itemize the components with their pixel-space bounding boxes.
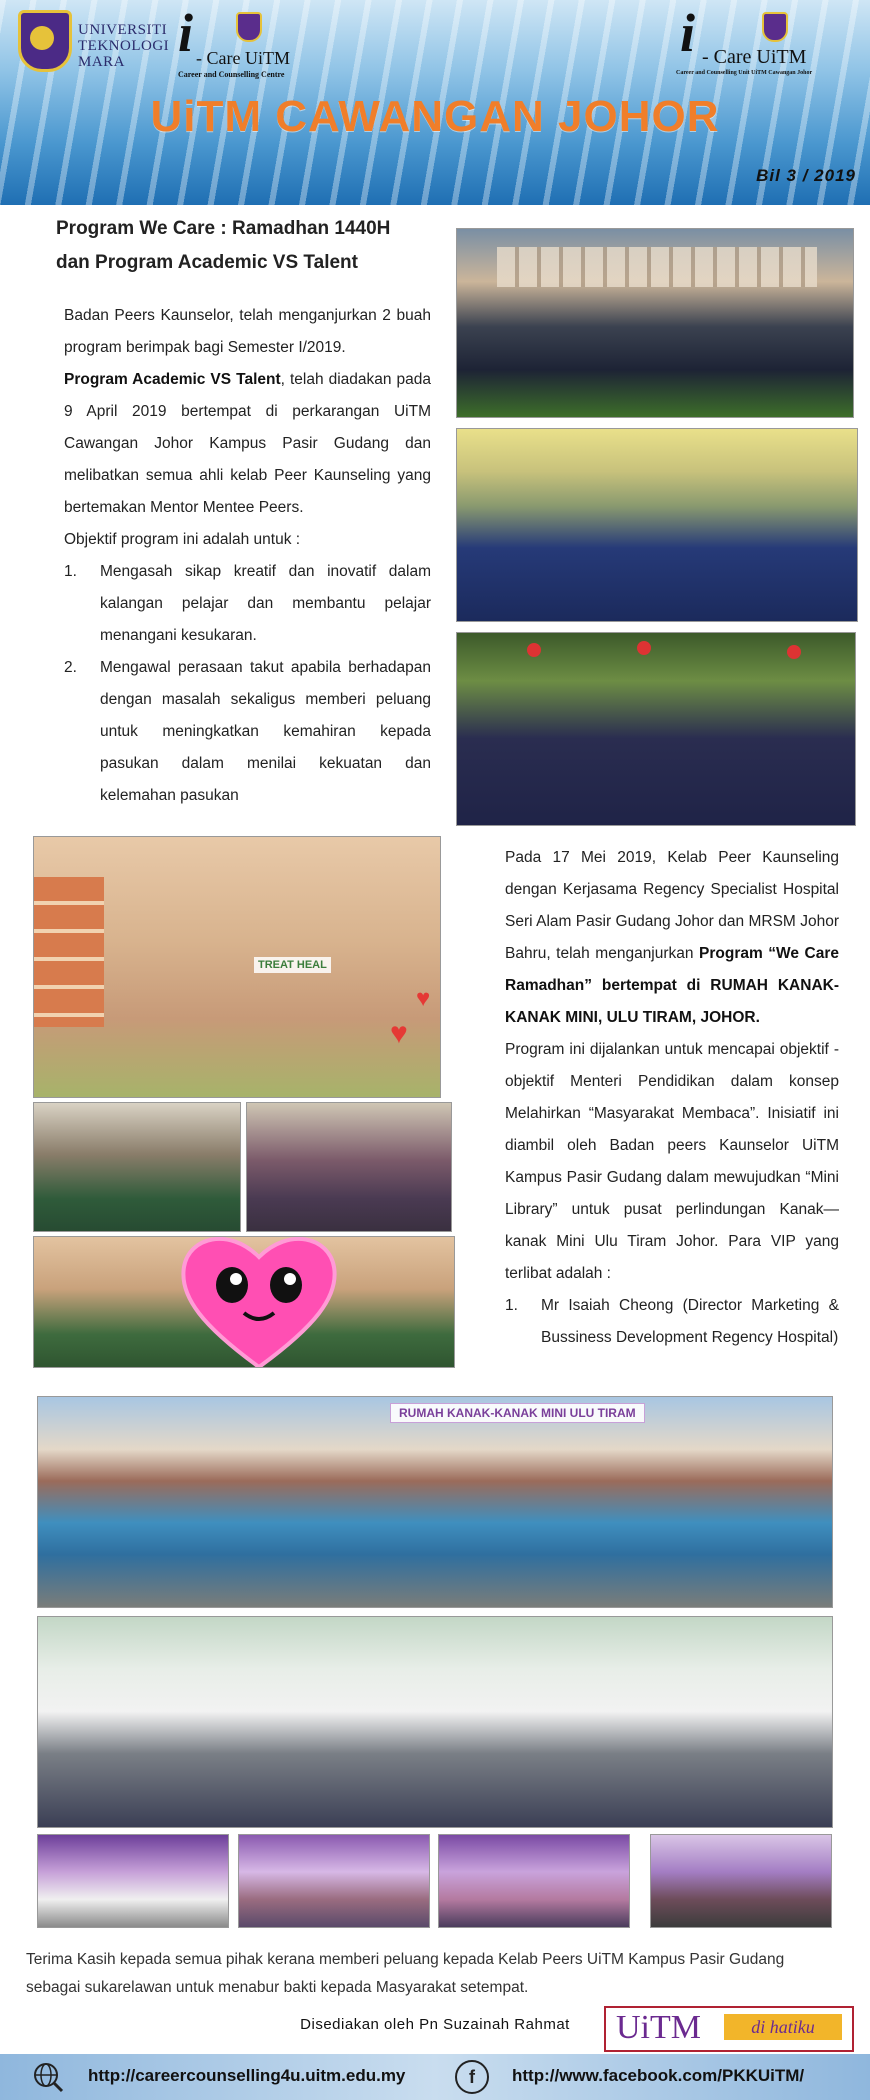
list-item: 1. Mr Isaiah Cheong (Director Marketing & Bussiness Development Regency Hospital) [505, 1297, 839, 1346]
photo-children-with-sticker [33, 1236, 455, 1368]
badge-sub-text: di hatiku [724, 2014, 842, 2040]
article2-description: Program ini dijalankan untuk mencapai objektif - objektif Menteri Pendidikan dalam konsep Melahirkan “Masyarakat Membaca”. Inisiatif ini diambil oleh Badan peers Kaunselor UiTM Kampus Pasir Gudang dalam mewujudkan “Mini Library” untuk pusat perlindungan Kanak—kanak Mini Ulu Tiram Johor. Para VIP yang terlibat adalah : [505, 1041, 839, 1282]
photo-children-on-mat [33, 1102, 241, 1232]
icare-crest-icon [236, 12, 262, 42]
program-description: , telah diadakan pada 9 April 2019 bertempat di perkarangan UiTM Cawangan Johor Kampus Pasir Gudang dan melibatkan semua ahli kelab Peer Kaunseling yang bertemakan Mentor Mentee Peers. [64, 371, 431, 516]
icare-right-subtitle: Career and Counselling Unit UiTM Cawangan Johor [676, 70, 813, 76]
photo-thumb-4 [650, 1834, 832, 1928]
objective-list [64, 556, 431, 812]
icare-right-brand: Care UiTM [713, 46, 807, 68]
program-name-bold: Program Academic VS Talent [64, 371, 281, 388]
article1-intro: Badan Peers Kaunselor, telah menganjurkan 2 buah program berimpak bagi Semester I/2019. [64, 307, 431, 356]
footer-bar [0, 2054, 870, 2100]
photo-group-academic-vs-talent [456, 228, 854, 418]
article1-title-line-2: dan Program Academic VS Talent [56, 252, 358, 273]
photo-thumb-3 [438, 1834, 630, 1928]
issue-number: Bil 3 / 2019 [756, 166, 856, 185]
photo-vip-guests-seated [37, 1616, 833, 1828]
vip-list [505, 1290, 839, 1354]
uitm-name-line-3: MARA [78, 54, 126, 70]
shirt-print-text: TREAT HEAL [254, 957, 331, 973]
crest-emblem-icon [30, 26, 54, 50]
photo-thumb-1 [37, 1834, 229, 1928]
heart-icon: ♥ [416, 985, 431, 1012]
photo-students-with-gifts [456, 632, 856, 826]
thank-you-note: Terima Kasih kepada semua pihak kerana memberi peluang kepada Kelab Peers UiTM Kampus Pasir Gudang sebagai sukarelawan untuk menabur bakti kepada Masyarakat setempat. [26, 1951, 785, 1996]
icare-logo-left: i - Care UiTM Career and Counselling Centre [178, 3, 290, 79]
photo-thumb-2 [238, 1834, 430, 1928]
article2-body [505, 842, 839, 1354]
smiley-heart-icon [174, 1236, 344, 1368]
objective-intro: Objektif program ini adalah untuk : [64, 531, 301, 548]
globe-icon [32, 2061, 64, 2093]
facebook-link[interactable]: http://www.facebook.com/PKKUiTM/ [512, 2066, 805, 2085]
article2-lead: Pada 17 Mei 2019, Kelab Peer Kaunseling dengan Kerjasama Regency Specialist Hospital Seri Alam Pasir Gudang Johor dan MRSM Johor Bahru, telah menganjurkan Program “We Care Ramadhan” bertempat di RUMAH KANAK-KANAK MINI, ULU TIRAM, JOHOR. [505, 849, 839, 1026]
photo-volunteers-seated [246, 1102, 452, 1232]
article1-program-paragraph [64, 364, 431, 524]
newsletter-header [0, 0, 870, 205]
list-item: 2. Mengawal perasaan takut apabila berhadapan dengan masalah sekaligus memberi peluang untuk meningkatkan kemahiran kepada pasukan dalam menilai kekuatan dan kelemahan pasukan [64, 659, 431, 804]
article1-title [56, 212, 456, 280]
facebook-icon[interactable]: f [455, 2060, 489, 2094]
photo-children-reading [33, 836, 441, 1098]
uitm-di-hatiku-badge [604, 2006, 854, 2052]
program-name-bold: Program “We Care Ramadhan” bertempat di RUMAH KANAK-KANAK MINI, ULU TIRAM, JOHOR. [505, 945, 839, 1026]
icare-crest-icon [762, 12, 788, 42]
article1-body [64, 300, 431, 812]
list-item: 1. Mengasah sikap kreatif dan inovatif dalam kalangan pelajar dan membantu pelajar menangani kesukaran. [64, 563, 431, 644]
prepared-by: Disediakan oleh Pn Suzainah Rahmat [300, 2016, 570, 2033]
website-link[interactable]: http://careercounselling4u.uitm.edu.my [88, 2066, 406, 2085]
badge-main-text: UiTM [616, 2009, 701, 2046]
icare-left-subtitle: Career and Counselling Centre [178, 70, 285, 79]
uitm-name-line-2: TEKNOLOGI [78, 38, 170, 54]
photo-group-rumah-kanak-kanak [37, 1396, 833, 1608]
photo-students-cheering [456, 428, 858, 622]
heart-icon: ♥ [390, 1017, 408, 1050]
icare-logo-right: i - Care UiTM Career and Counselling Unit UiTM Cawangan Johor [676, 3, 813, 76]
icare-left-brand: Care UiTM [206, 48, 290, 68]
signboard-text: RUMAH KANAK-KANAK MINI ULU TIRAM [390, 1403, 645, 1423]
newsletter-title: UiTM CAWANGAN JOHOR [150, 92, 720, 141]
uitm-name-line-1: UNIVERSITI [78, 22, 168, 38]
article1-title-line-1: Program We Care : Ramadhan 1440H [56, 218, 391, 239]
